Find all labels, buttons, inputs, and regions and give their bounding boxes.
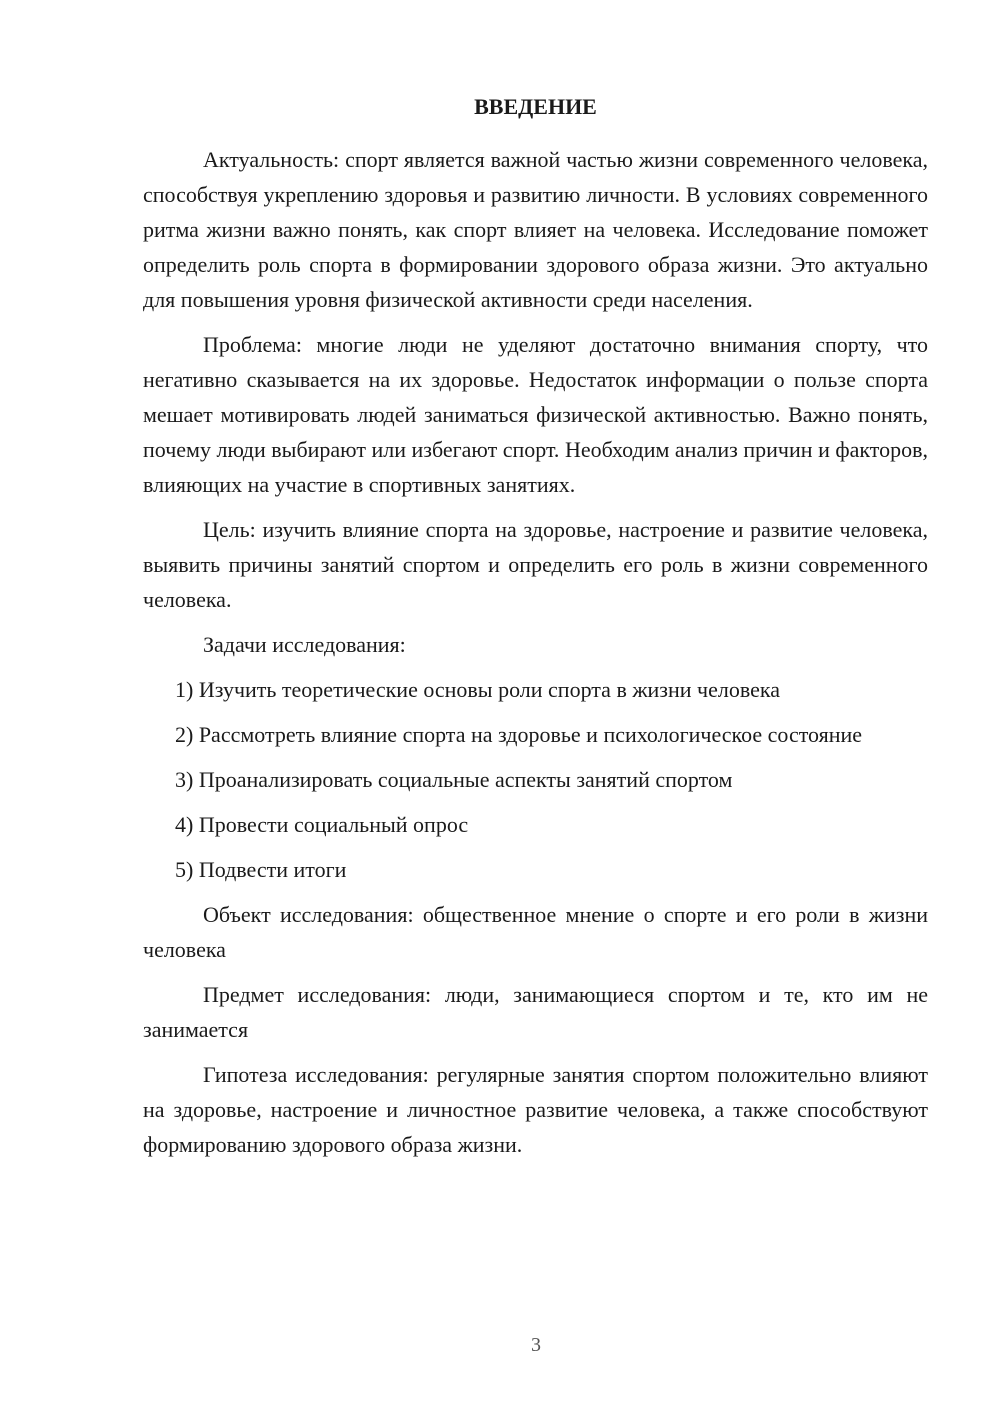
task-item-1: 1) Изучить теоретические основы роли спорта в жизни человека xyxy=(175,677,780,702)
task-item-5: 5) Подвести итоги xyxy=(175,857,347,882)
task-item-2: 2) Рассмотреть влияние спорта на здоровье и психологическое состояние xyxy=(175,722,863,747)
goal-paragraph: Цель: изучить влияние спорта на здоровье, настроение и развитие человека, выявить причины занятий спортом и определить его роль в жизни современного человека. xyxy=(143,517,928,612)
tasks-heading: Задачи исследования: xyxy=(203,632,406,657)
relevance-paragraph: Актуальность: спорт является важной частью жизни современного человека, способствуя укреплению здоровья и развитию личности. В условиях современного ритма жизни важно понять, как спорт влияет на человека. Исследование поможет определить роль спорта в формировании здорового образа жизни. Это актуально для повышения уровня физической активности среди населения. xyxy=(143,147,928,312)
object-paragraph: Объект исследования: общественное мнение о спорте и его роли в жизни человека xyxy=(143,902,928,962)
problem-paragraph: Проблема: многие люди не уделяют достаточно внимания спорту, что негативно сказывается на их здоровье. Недостаток информации о пользе спорта мешает мотивировать людей заниматься физической активностью. Важно понять, почему люди выбирают или избегают спорт. Необходим анализ причин и факторов, влияющих на участие в спортивных занятиях. xyxy=(143,332,928,497)
page-number: 3 xyxy=(531,1334,541,1356)
page-title: ВВЕДЕНИЕ xyxy=(474,94,597,119)
task-item-3: 3) Проанализировать социальные аспекты занятий спортом xyxy=(175,767,733,792)
task-item-4: 4) Провести социальный опрос xyxy=(175,812,469,837)
subject-paragraph: Предмет исследования: люди, занимающиеся спортом и те, кто им не занимается xyxy=(143,982,928,1042)
document-page xyxy=(143,92,928,1172)
hypothesis-paragraph: Гипотеза исследования: регулярные занятия спортом положительно влияют на здоровье, настроение и личностное развитие человека, а также способствуют формированию здорового образа жизни. xyxy=(143,1062,928,1157)
